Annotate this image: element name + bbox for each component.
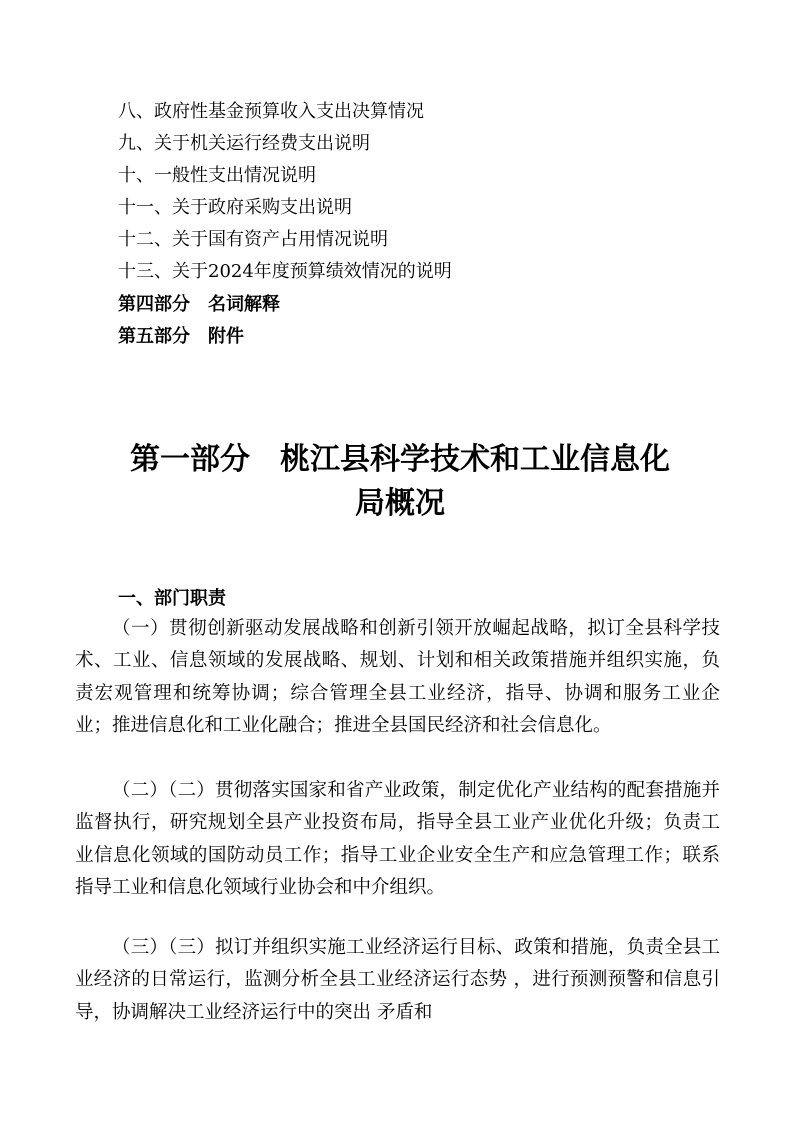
paragraph-duty-2: （二）（二）贯彻落实国家和省产业政策，制定优化产业结构的配套措施并监督执行，研究规划全县产业投资布局，指导全县工业产业优化升级；负责工业信息化领域的国防动员工作；指导工业企业安全生产和应急管理工作；联系指导工业和信息化领域行业协会和中介组织。 [75, 780, 720, 898]
chapter-title-line2: 局概况 [355, 486, 445, 521]
paragraph-duty-3: （三）（三）拟订并组织实施工业经济运行目标、政策和措施，负责全县工业经济的日常运行，监测分析全县工业经济运行态势 ，进行预测预警和信息引导，协调解决工业经济运行中的突出 矛盾和 [75, 937, 720, 1023]
toc-item-8: 八、政府性基金预算收入支出决算情况 [118, 101, 424, 122]
toc-item-10: 十、一般性支出情况说明 [118, 165, 316, 186]
toc-item-13: 十三、关于2024年度预算绩效情况的说明 [118, 261, 452, 282]
section-heading: 一、部门职责 [118, 588, 226, 609]
paragraph-duty-1: （一）贯彻创新驱动发展战略和创新引领开放崛起战略，拟订全县科学技术、工业、信息领域的发展战略、规划、计划和相关政策措施并组织实施，负责宏观管理和统筹协调；综合管理全县工业经济，指导、协调和服务工业企业；推进信息化和工业化融合；推进全县国民经济和社会信息化。 [75, 618, 720, 736]
toc-part-4: 第四部分 名词解释 [118, 294, 280, 315]
toc-item-11: 十一、关于政府采购支出说明 [118, 197, 352, 218]
toc-part-5: 第五部分 附件 [118, 326, 244, 347]
toc-item-12: 十二、关于国有资产占用情况说明 [118, 229, 388, 250]
chapter-title-line1: 第一部分 桃江县科学技术和工业信息化 [130, 442, 670, 477]
toc-item-9: 九、关于机关运行经费支出说明 [118, 133, 370, 154]
